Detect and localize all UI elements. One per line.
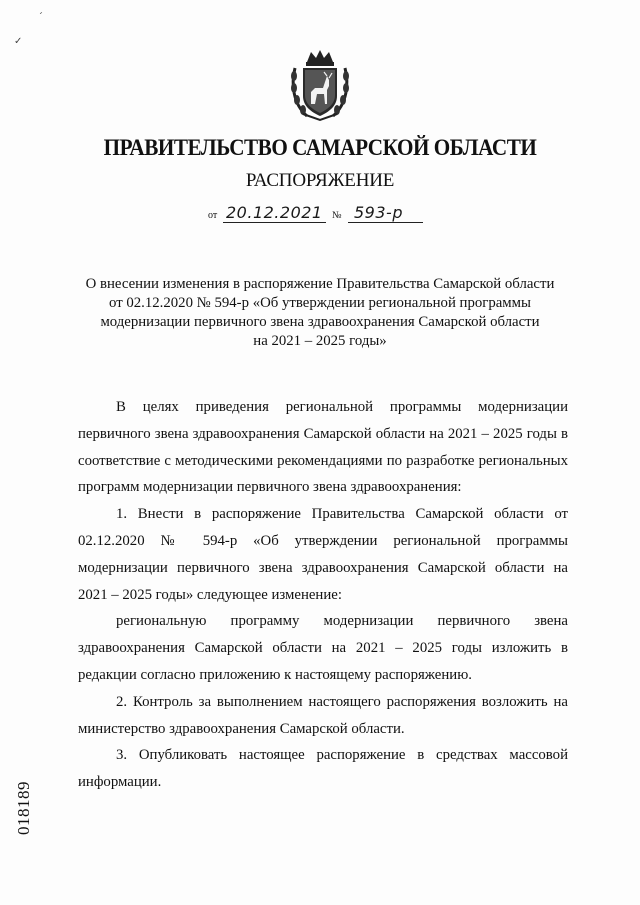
samara-coat-of-arms-icon — [289, 48, 351, 122]
item-3-paragraph: 3. Опубликовать настоящее распоряжение в средствах массовой информации. — [78, 747, 568, 791]
number-label: № — [332, 210, 342, 221]
document-subject — [70, 275, 570, 351]
subject-line: модернизации первичного звена здравоохранения Самарской области — [100, 314, 540, 330]
number-underline — [348, 222, 423, 223]
date-number-line — [208, 200, 438, 224]
scan-mark: ´ — [38, 12, 43, 23]
item-2-paragraph: 2. Контроль за выполнением настоящего распоряжения возложить на министерство здравоохранения Самарской области. — [78, 693, 568, 737]
subject-line: от 02.12.2020 № 594-р «Об утверждении региональной программы — [109, 295, 531, 311]
handwritten-number: 593-р — [354, 203, 403, 222]
scan-mark: ✓ — [14, 36, 23, 47]
date-from-label: от — [208, 210, 218, 221]
document-type: РАСПОРЯЖЕНИЕ — [245, 170, 395, 191]
item-1-paragraph: 1. Внести в распоряжение Правительства Самарской области от 02.12.2020 № 594-р «Об утверждении региональной программы модернизации первичного звена здравоохранения Самарской области на 2021 – 2025 годы» следующее изменение: — [78, 506, 568, 603]
date-underline — [223, 222, 326, 223]
serial-number: 018189 — [14, 781, 33, 835]
item-1-detail-paragraph: региональную программу модернизации первичного звена здравоохранения Самарской области на 2021 – 2025 годы изложить в редакции согласно приложению к настоящему распоряжению. — [78, 613, 568, 683]
coat-of-arms-emblem — [289, 48, 351, 122]
handwritten-date: 20.12.2021 — [226, 203, 323, 222]
subject-line: О внесении изменения в распоряжение Правительства Самарской области — [85, 276, 555, 292]
preamble-paragraph: В целях приведения региональной программы модернизации первичного звена здравоохранения Самарской области на 2021 – 2025 годы в соответствие с методическими рекомендациями по разработке региональных программ модернизации первичного звена здравоохранения: — [78, 399, 568, 496]
government-title: ПРАВИТЕЛЬСТВО САМАРСКОЙ ОБЛАСТИ — [103, 135, 537, 160]
subject-line: на 2021 – 2025 годы» — [253, 333, 387, 349]
document-body — [78, 394, 568, 796]
